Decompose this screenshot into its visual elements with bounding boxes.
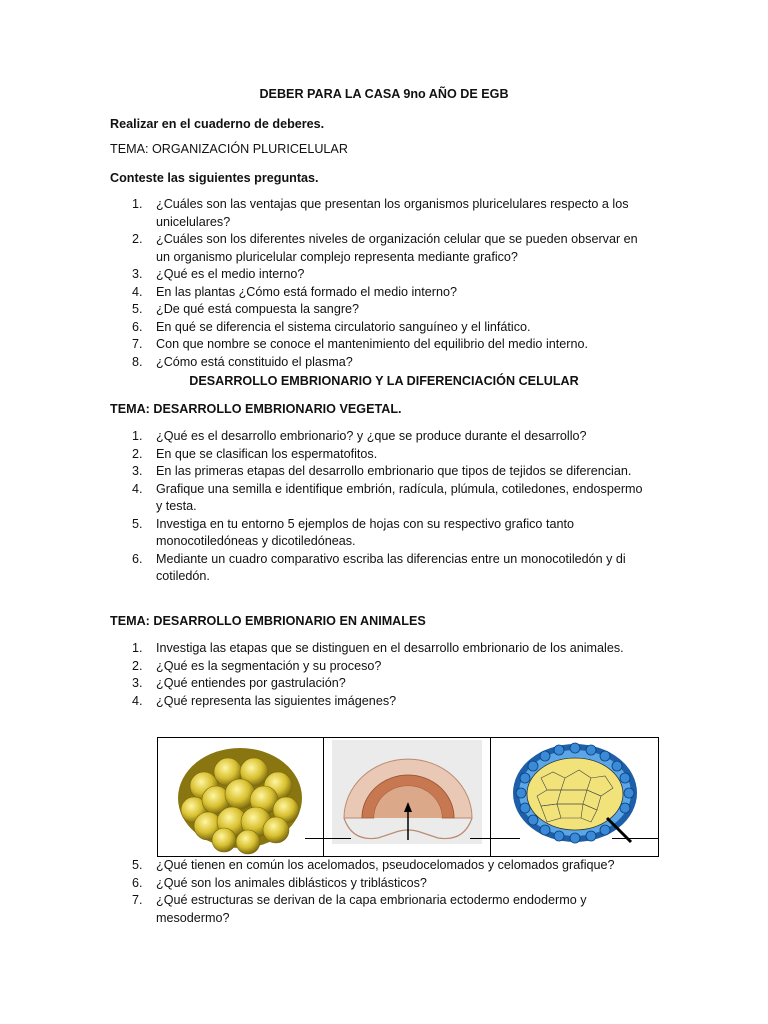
list-item: 5. Investiga en tu entorno 5 ejemplos de hojas con su respectivo grafico tanto monocotiledóneas y dicotiledóneas. — [132, 516, 574, 548]
list-item: 1. ¿Qué es el desarrollo embrionario? y ¿que se produce durante el desarrollo? — [132, 429, 587, 443]
list-item: 1. ¿Cuáles son las ventajas que presentan los organismos pluricelulares respecto a los unicelulares? — [132, 197, 629, 229]
list-item: 4. En las plantas ¿Cómo está formado el medio interno? — [132, 284, 458, 299]
list-item: 7. Con que nombre se conoce el mantenimiento del equilibrio del medio interno. — [132, 337, 588, 351]
list-item: 3. ¿Qué entiendes por gastrulación? — [132, 676, 346, 690]
question-list-2 — [132, 428, 652, 586]
question-list-3a — [132, 640, 652, 710]
morula-image — [158, 738, 324, 856]
section-heading: DESARROLLO EMBRIONARIO Y LA DIFERENCIACIÓN CELULAR — [189, 374, 579, 388]
list-item: 8. ¿Cómo está constituido el plasma? — [132, 354, 353, 369]
question-list-3b — [132, 857, 652, 927]
blank-line — [470, 838, 520, 839]
list-item: 1. Investiga las etapas que se distinguen en el desarrollo embrionario de los animales. — [132, 641, 624, 655]
topic-vegetal: TEMA: DESARROLLO EMBRIONARIO VEGETAL. — [110, 402, 402, 416]
list-item: 7. ¿Qué estructuras se derivan de la capa embrionaria ectodermo endodermo y mesodermo? — [132, 893, 587, 925]
list-item: 5. ¿De qué está compuesta la sangre? — [132, 302, 360, 316]
list-item: 2. ¿Cuáles son los diferentes niveles de organización celular que se pueden observar en un organismo pluricelular complejo representa mediante grafico? — [132, 232, 638, 264]
blank-line — [612, 838, 658, 839]
list-item: 5. ¿Qué tienen en común los acelomados, pseudocelomados y celomados grafique? — [132, 858, 615, 872]
image-table — [157, 737, 659, 857]
list-item: 6. En qué se diferencia el sistema circulatorio sanguíneo y el linfático. — [132, 319, 531, 334]
list-item: 3. ¿Qué es el medio interno? — [132, 267, 305, 281]
list-item: 3. En las primeras etapas del desarrollo embrionario que tipos de tejidos se diferencian. — [132, 464, 632, 478]
list-item: 4. ¿Qué representa las siguientes imágenes? — [132, 693, 397, 708]
list-item: 2. En que se clasifican los espermatofitos. — [132, 446, 378, 461]
list-item: 2. ¿Qué es la segmentación y su proceso? — [132, 658, 382, 673]
list-item: 6. Mediante un cuadro comparativo escriba las diferencias entre un monocotiledón y di cotiledón. — [132, 551, 626, 583]
topic-organizacion: TEMA: ORGANIZACIÓN PLURICELULAR — [110, 142, 348, 156]
instruction-text: Realizar en el cuaderno de deberes. — [110, 117, 325, 131]
topic-animales: TEMA: DESARROLLO EMBRIONARIO EN ANIMALES — [110, 614, 426, 628]
list-item: 6. ¿Qué son los animales diblásticos y triblásticos? — [132, 875, 427, 890]
list-item: 4. Grafique una semilla e identifique embrión, radícula, plúmula, cotiledones, endospermo y testa. — [132, 481, 643, 513]
page-title: DEBER PARA LA CASA 9no AÑO DE EGB — [259, 87, 509, 101]
prompt-text: Conteste las siguientes preguntas. — [110, 171, 319, 185]
question-list-1 — [132, 196, 652, 371]
blank-line — [305, 838, 351, 839]
